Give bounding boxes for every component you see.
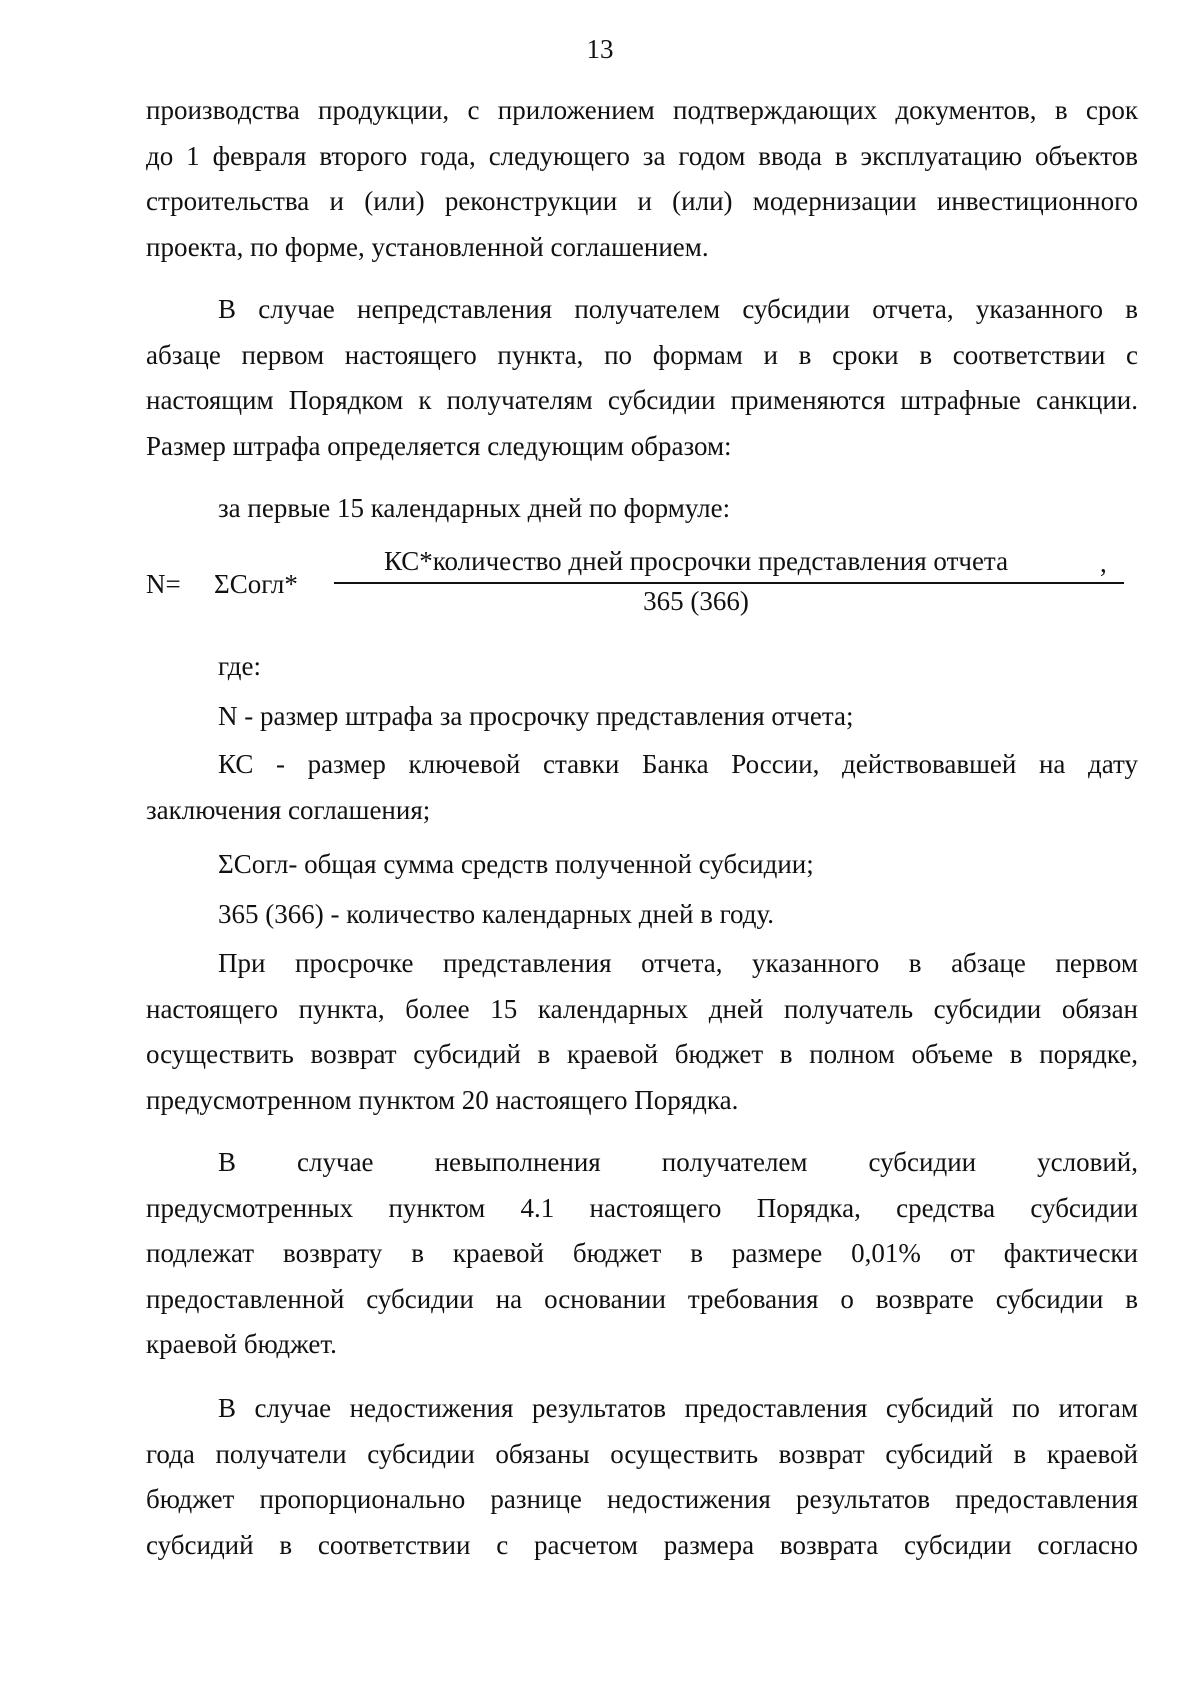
text-line: КС - размер ключевой ставки Банка России, действовавшей на дату — [218, 749, 1138, 779]
paragraph-4 — [146, 941, 1138, 1123]
text-line: предусмотренном пунктом 20 настоящего Порядка. — [146, 1084, 739, 1115]
text-line: предусмотренных пунктом 4.1 настоящего Порядка, средства субсидии — [146, 1192, 1138, 1223]
text-line: до 1 февраля второго года, следующего за годом ввода в эксплуатацию объектов — [146, 140, 1138, 171]
text-line: абзаце первом настоящего пункта, по формам и в сроки в соответствии с — [146, 339, 1138, 370]
text-line: осуществить возврат субсидий в краевой бюджет в полном объеме в порядке, — [146, 1039, 1138, 1070]
formula-comma: , — [1100, 548, 1107, 578]
definition-ks — [146, 742, 1138, 833]
formula-numerator: КС*количество дней просрочки представления отчета — [383, 546, 1009, 576]
paragraph-2 — [146, 287, 1138, 469]
paragraph-6 — [146, 1386, 1138, 1568]
text-line: В случае недостижения результатов предоставления субсидий по итогам — [218, 1393, 1138, 1423]
definition-sum — [146, 842, 1138, 888]
text-line: В случае невыполнения получателем субсидии условий, — [218, 1147, 1138, 1177]
text-line: В случае непредставления получателем субсидии отчета, указанного в — [218, 294, 1138, 324]
paragraph-3 — [146, 486, 1138, 532]
text-line: заключения соглашения; — [146, 794, 431, 825]
text-line: где: — [218, 651, 261, 681]
text-line: Размер штрафа определяется следующим образом: — [146, 430, 732, 461]
text-line: 365 (366) - количество календарных дней в году. — [218, 899, 775, 929]
where-label — [146, 644, 1138, 690]
text-line: При просрочке представления отчета, указанного в абзаце первом — [218, 948, 1138, 978]
text-line: краевой бюджет. — [146, 1329, 337, 1360]
text-line: подлежат возврату в краевой бюджет в размере 0,01% от фактически — [146, 1238, 1138, 1269]
definition-n — [146, 694, 1138, 740]
definition-days — [146, 892, 1138, 938]
text-line: строительства и (или) реконструкции и (или) модернизации инвестиционного — [146, 186, 1138, 217]
formula-sum: ΣСогл* — [214, 569, 298, 599]
text-line: производства продукции, с приложением подтверждающих документов, в срок — [146, 95, 1138, 125]
text-line: года получатели субсидии обязаны осуществить возврат субсидий в краевой — [146, 1438, 1138, 1469]
fraction-bar — [334, 582, 1124, 584]
text-line: бюджет пропорционально разнице недостижения результатов предоставления — [146, 1484, 1138, 1515]
penalty-formula — [146, 545, 1138, 625]
text-line: ΣСогл- общая сумма средств полученной субсидии; — [218, 849, 814, 879]
page-number: 13 — [586, 34, 614, 64]
text-line: N - размер штрафа за просрочку представления отчета; — [218, 701, 854, 731]
text-line: настоящего пункта, более 15 календарных дней получатель субсидии обязан — [146, 993, 1138, 1024]
text-line: предоставленной субсидии на основании требования о возврате субсидии в — [146, 1283, 1138, 1314]
formula-lhs: N= — [146, 569, 181, 599]
paragraph-1 — [146, 88, 1138, 270]
formula-denominator: 365 (366) — [643, 586, 749, 616]
text-line: настоящим Порядком к получателям субсидии применяются штрафные санкции. — [146, 385, 1138, 416]
paragraph-5 — [146, 1140, 1138, 1368]
text-line: проекта, по форме, установленной соглашением. — [146, 231, 709, 262]
text-line: за первые 15 календарных дней по формуле: — [218, 493, 731, 523]
text-line: субсидий в соответствии с расчетом размера возврата субсидии согласно — [146, 1529, 1138, 1560]
